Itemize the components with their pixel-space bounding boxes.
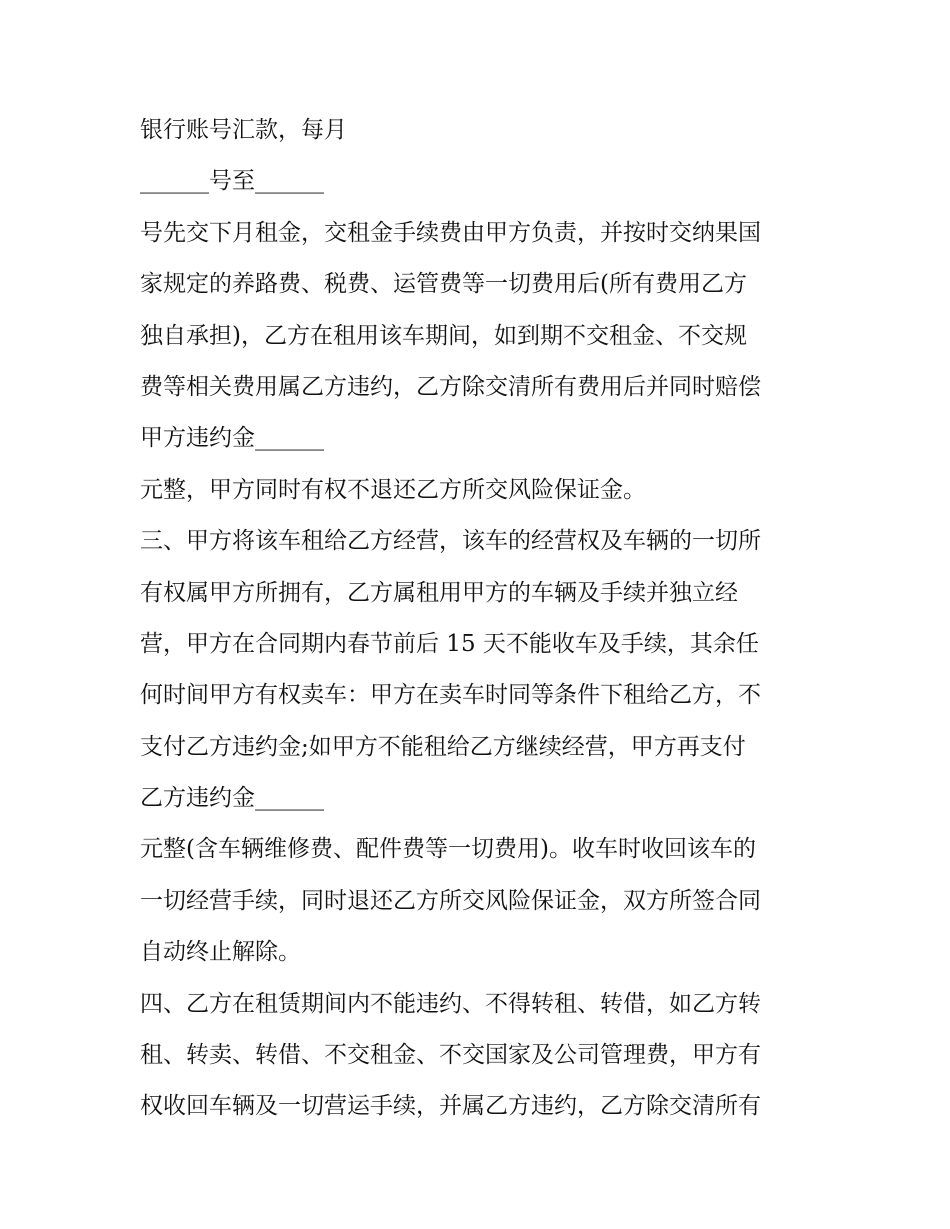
text-line: 家规定的养路费、税费、运管费等一切费用后(所有费用乙方 — [140, 271, 747, 298]
text-line: 何时间甲方有权卖车：甲方在卖车时同等条件下租给乙方，不 — [140, 682, 761, 709]
text-line: ______号至______ — [140, 168, 324, 195]
text-line: 自动终止解除。 — [140, 939, 301, 966]
text-line: 元整(含车辆维修费、配件费等一切费用)。收车时收回该车的 — [140, 836, 756, 863]
text-line: 甲方违约金______ — [140, 425, 324, 452]
text-line: 租、转卖、转借、不交租金、不交国家及公司管理费，甲方有 — [140, 1042, 761, 1069]
text-line: 四、乙方在租赁期间内不能违约、不得转租、转借，如乙方转 — [140, 990, 761, 1017]
text-line: 号先交下月租金，交租金手续费由甲方负责，并按时交纳果国 — [140, 219, 761, 246]
text-line: 三、甲方将该车租给乙方经营，该车的经营权及车辆的一切所 — [140, 528, 761, 555]
text-line: 有权属甲方所拥有，乙方属租用甲方的车辆及手续并独立经 — [140, 579, 738, 606]
text-line: 银行账号汇款，每月 — [140, 117, 347, 143]
text-line: 元整，甲方同时有权不退还乙方所交风险保证金。 — [140, 476, 646, 503]
text-line: 费等相关费用属乙方违约，乙方除交清所有费用后并同时赔偿 — [140, 373, 761, 400]
text-line: 营，甲方在合同期内春节前后 15 天不能收车及手续，其余任 — [140, 630, 759, 657]
text-line: 乙方违约金______ — [140, 785, 324, 812]
text-line: 权收回车辆及一切营运手续，并属乙方违约，乙方除交清所有 — [140, 1093, 761, 1120]
text-line: 一切经营手续，同时退还乙方所交风险保证金，双方所签合同 — [140, 887, 761, 914]
text-line: 支付乙方违约金;如甲方不能租给乙方继续经营，甲方再支付 — [140, 733, 746, 760]
contract-text — [140, 110, 830, 1138]
text-line: 独自承担)，乙方在租用该车期间，如到期不交租金、不交规 — [140, 322, 747, 349]
